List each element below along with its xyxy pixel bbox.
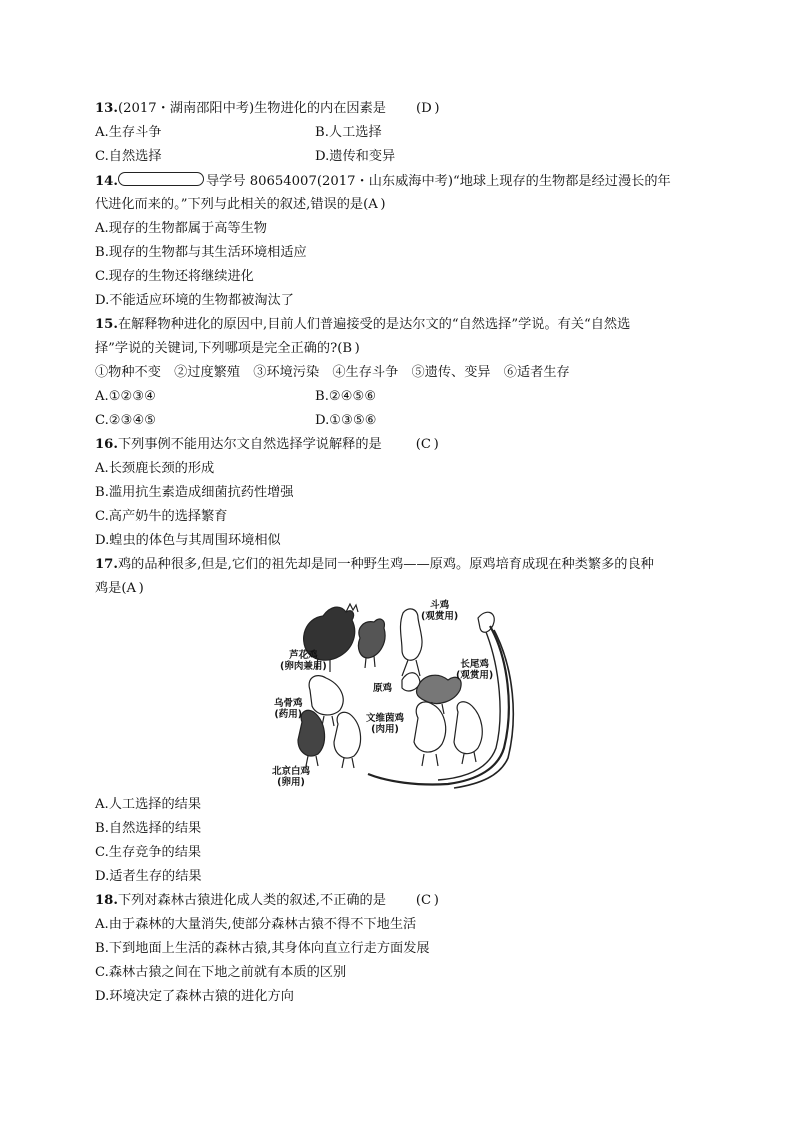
q15-items: ①物种不变 ②过度繁殖 ③环境污染 ④生存斗争 ⑤遗传、变异 ⑥适者生存 (95, 365, 570, 380)
q13-options-row1 (95, 124, 382, 142)
option-b: B.自然选择的结果 (95, 821, 202, 836)
answer: (C ) (415, 893, 439, 908)
label-use: (观赏用) (421, 611, 459, 622)
question-stem: 下列对森林古猿进化成人类的叙述,不正确的是 (117, 893, 386, 908)
label-name: 文维茵鸡 (366, 713, 405, 724)
option-c: C.生存竞争的结果 (95, 845, 202, 860)
question-stem: 下列事例不能用达尔文自然选择学说解释的是 (117, 437, 382, 452)
option-a: A.生存斗争 (95, 125, 162, 140)
label-wenwei (366, 713, 404, 735)
guide-tag-box (118, 172, 204, 186)
label-use: (肉用) (371, 724, 399, 735)
label-name: 斗鸡 (430, 600, 450, 611)
label-use: (药用) (274, 709, 303, 720)
q15-options-row2 (95, 412, 377, 430)
luhua-hen-icon (358, 619, 385, 668)
option-c: C.森林古猿之间在下地之前就有本质的区别 (95, 965, 347, 980)
label-use: (卵肉兼用) (280, 661, 327, 672)
question-stem: (2017・湖南邵阳中考)生物进化的内在因素是 (117, 101, 386, 116)
question-number: 13. (95, 101, 118, 116)
option-b: B.②④⑤⑥ (315, 389, 377, 404)
q14-stem-line1 (95, 172, 671, 191)
option-c: C.现存的生物还将继续进化 (95, 269, 254, 284)
answer: (D ) (416, 101, 440, 116)
option-c: C.②③④⑤ (95, 413, 157, 428)
option-b: B.人工选择 (315, 125, 382, 140)
label-name: 北京白鸡 (272, 766, 311, 777)
option-d: D.①③⑤⑥ (315, 413, 377, 428)
q17-stem-line1 (95, 556, 654, 574)
option-d: D.遗传和变异 (315, 149, 396, 164)
q13-stem-line (95, 100, 440, 118)
option-b: B.滥用抗生素造成细菌抗药性增强 (95, 485, 294, 500)
option-a: A.由于森林的大量消失,使部分森林古猿不得不下地生活 (95, 917, 417, 932)
chicken-illustration (268, 598, 528, 790)
question-number: 17. (95, 557, 118, 572)
question-number: 18. (95, 893, 118, 908)
option-b: B.下到地面上生活的森林古猿,其身体向直立行走方面发展 (95, 941, 430, 956)
option-d: D.适者生存的结果 (95, 869, 202, 884)
q13-options-row2 (95, 148, 396, 166)
wenwei-icon (414, 702, 482, 766)
label-name: 芦花鸡 (289, 650, 318, 661)
label-name: 乌骨鸡 (274, 698, 303, 709)
option-a: A.现存的生物都属于高等生物 (95, 221, 267, 236)
option-d: D.蝗虫的体色与其周围环境相似 (95, 533, 281, 548)
option-d: D.环境决定了森林古猿的进化方向 (95, 989, 294, 1004)
question-stem: 导学号 80654007(2017・山东威海中考)“地球上现存的生物都是经过漫长的年 (205, 174, 671, 189)
beijing-icon (298, 710, 361, 768)
q14-stem-line2: 代进化而来的。”下列与此相关的叙述,错误的是(A ) (95, 197, 386, 212)
q16-stem-line (95, 436, 439, 454)
label-name: 长尾鸡 (460, 659, 489, 670)
question-number: 16. (95, 437, 118, 452)
option-a: A.人工选择的结果 (95, 797, 202, 812)
label-wugu (274, 698, 303, 720)
option-d: D.不能适应环境的生物都被淘汰了 (95, 293, 294, 308)
label-changwei (456, 659, 493, 681)
label-yuanji: 原鸡 (373, 683, 393, 694)
label-luhua (280, 650, 327, 672)
q15-stem-line1 (95, 316, 630, 334)
label-douji (421, 600, 458, 622)
q17-stem-line2: 鸡是(A ) (95, 581, 144, 596)
option-c: C.自然选择 (95, 149, 162, 164)
q18-stem-line (95, 892, 439, 910)
question-stem: 鸡的品种很多,但是,它们的祖先却是同一种野生鸡——原鸡。原鸡培育成现在种类繁多的良种 (117, 557, 654, 572)
q15-stem-line2: 择”学说的关键词,下列哪项是完全正确的?(B ) (95, 341, 360, 356)
douji-icon (400, 609, 422, 676)
q15-options-row1 (95, 388, 377, 406)
option-a: A.长颈鹿长颈的形成 (95, 461, 215, 476)
label-beijing (272, 766, 310, 788)
chicken-breeds-figure (268, 598, 528, 790)
answer: (C ) (415, 437, 439, 452)
option-b: B.现存的生物都与其生活环境相适应 (95, 245, 307, 260)
question-number: 14. (95, 174, 118, 189)
label-use: (观赏用) (456, 670, 494, 681)
question-number: 15. (95, 317, 118, 332)
option-c: C.高产奶牛的选择繁育 (95, 509, 228, 524)
question-stem: 在解释物种进化的原因中,目前人们普遍接受的是达尔文的“自然选择”学说。有关“自然选 (117, 317, 631, 332)
option-a: A.①②③④ (95, 389, 157, 404)
label-use: (卵用) (277, 777, 305, 788)
